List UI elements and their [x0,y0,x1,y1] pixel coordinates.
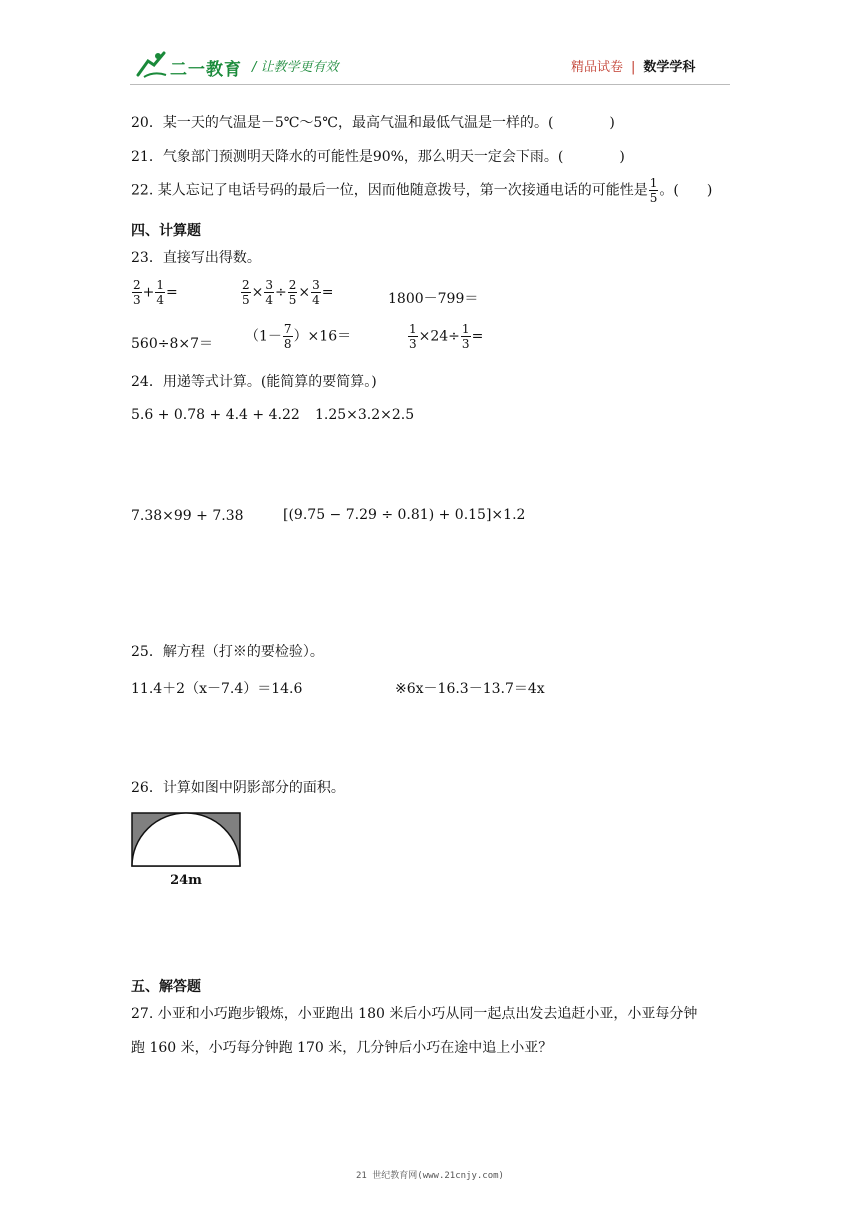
calc-e [245,322,351,351]
frac-num: 1 [649,176,658,190]
header-divider [130,84,730,85]
question-27-line-1: 27. 小亚和小巧跑步锻炼，小亚跑出 180 米后小巧从同一起点出发去追赶小亚，小亚每分钟 [131,1006,698,1022]
calc-b [240,278,334,307]
fraction [288,278,298,307]
equals: = [321,284,334,301]
question-21: 21．气象部门预测明天降水的可能性是90%，那么明天一定会下雨。( ) [131,149,625,165]
question-22-text: 22. 某人忘记了电话号码的最后一位，因而他随意拨号，第一次接通电话的可能性是 [131,182,648,199]
fraction [283,322,293,351]
question-25: 25．解方程（打※的要检验）。 [131,644,324,660]
frac-num: 1 [461,322,470,336]
equals: = [166,284,178,301]
expression-1: 5.6 + 0.78 + 4.4 + 4.22 [131,407,300,423]
equation-1: 11.4＋2（x－7.4）＝14.6 [131,681,303,697]
expression-3: 7.38×99 + 7.38 [131,508,244,524]
frac-den: 3 [133,293,141,307]
frac-num: 7 [283,322,292,336]
expr-part: （1－ [245,328,282,345]
question-27-line-2: 跑 160 米，小巧每分钟跑 170 米，几分钟后小巧在途中追上小亚？ [131,1040,553,1056]
figure-label: 24m [170,873,202,888]
question-20: 20．某一天的气温是－5℃～5℃，最高气温和最低气温是一样的。( ) [131,115,615,131]
frac-num: 2 [133,278,141,292]
fraction [461,322,471,351]
calc-d: 560÷8×7＝ [131,336,213,352]
frac-den: 3 [409,337,417,351]
question-22-suffix: 。( ) [659,182,713,199]
fraction [132,278,142,307]
frac-den: 4 [265,293,274,307]
expr-part: ×24÷ [418,328,460,345]
section-4-title: 四、计算题 [131,223,201,239]
exam-label: 精品试卷 [571,60,624,75]
operator: × [251,284,264,301]
fraction [408,322,418,351]
frac-den: 4 [312,293,320,307]
operator: ÷ [275,284,287,301]
frac-den: 5 [649,191,658,205]
expression-4: [(9.75 − 7.29 ÷ 0.81) + 0.15]×1.2 [283,507,526,523]
logo-text: 二一教育 [170,60,242,80]
frac-num: 2 [288,278,297,292]
question-26: 26．计算如图中阴影部分的面积。 [131,780,345,796]
question-22 [131,176,712,205]
fraction [264,278,274,307]
frac-den: 4 [156,293,165,307]
calc-a [131,278,178,307]
frac-num: 1 [156,278,165,292]
equals: = [471,328,484,345]
question-24: 24．用递等式计算。(能简算的要简算。) [131,374,377,390]
frac-den: 8 [283,337,292,351]
frac-num: 1 [409,322,417,336]
question-23: 23．直接写出得数。 [131,250,261,266]
frac-num: 3 [265,278,274,292]
operator: × [298,284,311,301]
header-right [571,56,695,75]
fraction [311,278,321,307]
fraction [649,176,659,205]
expr-part: ）×16＝ [293,328,352,345]
operator: + [142,284,155,301]
frac-num: 3 [312,278,320,292]
subject-label: 数学学科 [643,60,696,75]
fraction [241,278,251,307]
section-5-title: 五、解答题 [131,979,201,995]
expression-2: 1.25×3.2×2.5 [315,407,415,423]
calc-c: 1800－799＝ [388,291,479,307]
fraction [155,278,165,307]
frac-den: 5 [242,293,250,307]
frac-den: 5 [288,293,297,307]
slogan: / 让教学更有效 [252,60,339,75]
header-separator: | [631,60,636,75]
calc-f [407,322,483,351]
semicircle-figure [131,812,243,888]
frac-den: 3 [461,337,470,351]
footer: 21 世纪教育网(www.21cnjy.com) [356,1171,504,1181]
equation-2: ※6x－16.3－13.7＝4x [395,681,545,697]
frac-num: 2 [242,278,250,292]
